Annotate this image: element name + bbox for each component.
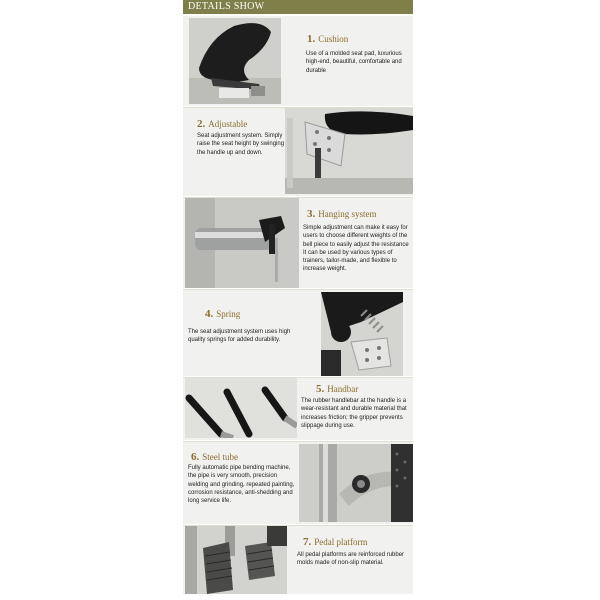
cushion-title: 1. Cushion bbox=[307, 33, 349, 45]
section-pedal-platform bbox=[183, 526, 413, 594]
pedal-platform-title: 7. Pedal platform bbox=[303, 536, 368, 548]
handbar-title: 5. Handbar bbox=[316, 383, 359, 395]
section-handbar bbox=[183, 378, 413, 440]
steel-tube-description: Fully automatic pipe bending machine, the pipe is very smooth, precision welding and grinding, repeated painting, corrosion resistance, anti-shedding and long service life. bbox=[188, 465, 295, 505]
section-spring bbox=[183, 290, 413, 376]
pedal-platform-description: All pedal platforms are reinforced rubber molds made of non-slip material. bbox=[297, 552, 405, 567]
details-show-banner: DETAILS SHOW bbox=[183, 0, 413, 14]
section-adjustable bbox=[183, 108, 413, 196]
cushion-description: Use of a molded seat pad, luxurious high-end, beautiful, comfortable and durable bbox=[306, 51, 402, 74]
pedal-platform-photo bbox=[185, 526, 287, 594]
handbar-description: The rubber handlebar at the handle is a wear-resistant and durable material that increases friction; the gripper prevents slippage during use. bbox=[301, 398, 407, 429]
handbar-photo bbox=[185, 378, 297, 438]
adjustable-photo bbox=[285, 108, 413, 194]
hanging-system-description: Simple adjustment can make it easy for users to choose different weights of the bell piece to easily adjust the resistance It can be used by various types of trainers, tailor-made, and flexible to increase weight. bbox=[303, 225, 409, 273]
spring-description: The seat adjustment system uses high quality springs for added durability. bbox=[188, 329, 291, 344]
hanging-system-title: 3. Hanging system bbox=[307, 208, 377, 220]
section-hanging-system bbox=[183, 198, 413, 288]
steel-tube-photo bbox=[299, 444, 413, 522]
spring-title: 4. Spring bbox=[205, 308, 241, 320]
adjustable-title: 2. Adjustable bbox=[197, 118, 248, 130]
adjustable-description: Seat adjustment system. Simply raise the seat height by swinging the handle up and down. bbox=[197, 133, 285, 156]
section-steel-tube bbox=[183, 442, 413, 524]
cushion-photo bbox=[189, 18, 281, 104]
section-cushion bbox=[183, 16, 413, 106]
hanging-system-photo bbox=[185, 198, 299, 288]
steel-tube-title: 6. Steel tube bbox=[191, 451, 238, 463]
spring-photo bbox=[321, 292, 403, 376]
